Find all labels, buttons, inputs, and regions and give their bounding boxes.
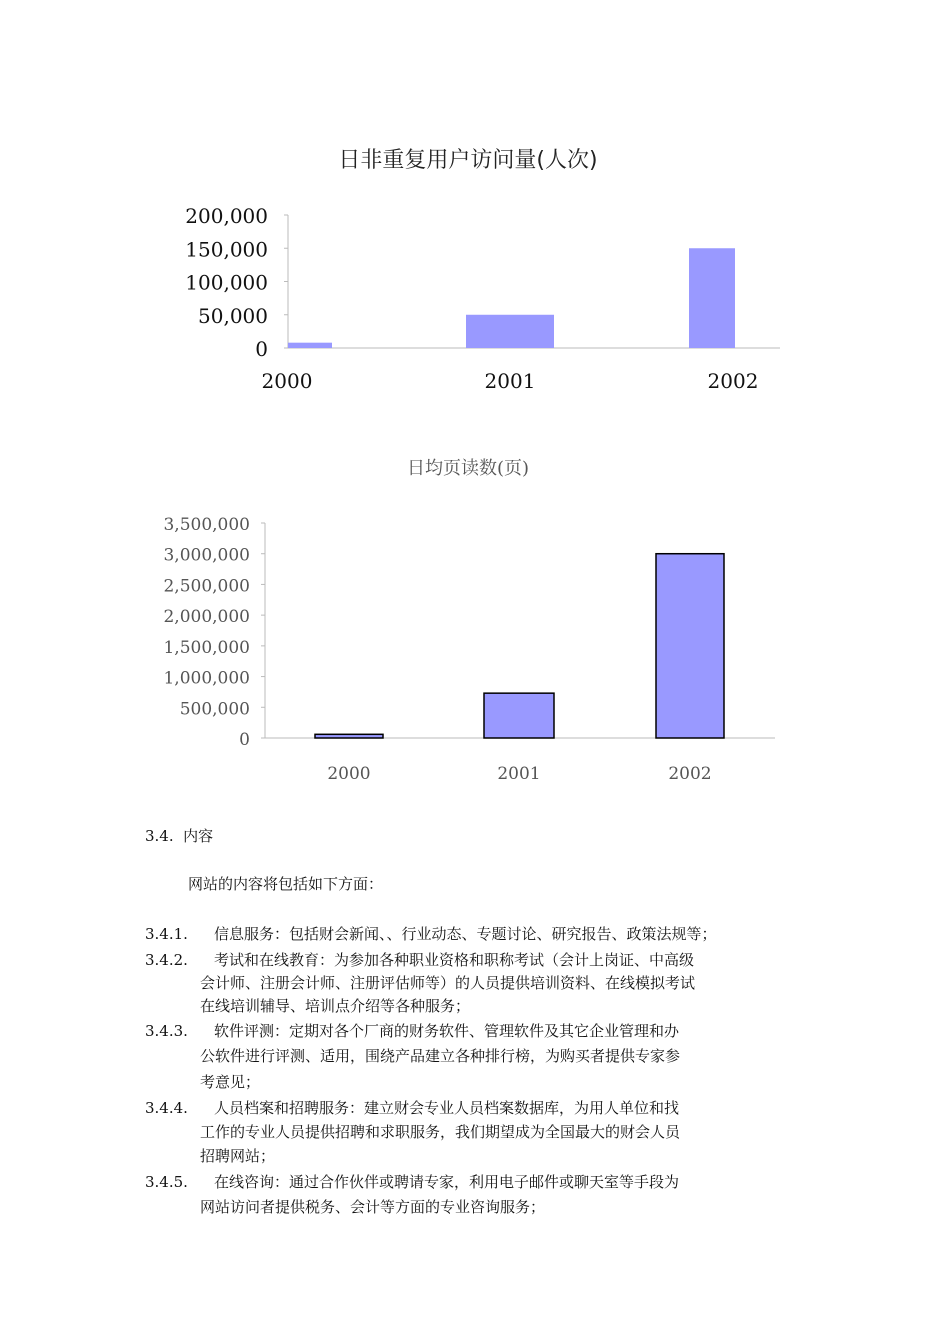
list-item-text: 软件评测：定期对各个厂商的财务软件、管理软件及其它企业管理和办 [214, 1022, 680, 1040]
bar-2000 [288, 343, 332, 348]
list-item-text: 工作的专业人员提供招聘和求职服务，我们期望成为全国最大的财会人员 [200, 1123, 681, 1141]
y-tick-label: 3,000,000 [163, 545, 250, 566]
y-tick-label: 150,000 [185, 237, 268, 262]
x-tick-label: 2002 [707, 369, 759, 393]
list-item-text: 在线培训辅导、培训点介绍等各种服务； [200, 997, 471, 1015]
chart-title: 日均页读数(页) [406, 458, 530, 479]
chart-daily-unique-visitors [0, 130, 950, 400]
bar-2000 [315, 734, 383, 738]
x-tick-label: 2000 [261, 369, 313, 393]
list-item-text: 网站访问者提供税务、会计等方面的专业咨询服务； [200, 1198, 546, 1216]
bar-2001 [466, 315, 554, 348]
list-item-number: 3.4.2. [145, 951, 188, 969]
y-tick-label: 0 [239, 730, 250, 750]
y-tick-label: 50,000 [198, 303, 268, 328]
chart-title: 日非重复用户访问量(人次) [338, 148, 598, 173]
bar-2001 [484, 693, 554, 738]
list-item-text: 考试和在线教育：为参加各种职业资格和职称考试（会计上岗证、中高级 [214, 951, 695, 969]
list-item-text: 招聘网站； [200, 1147, 276, 1165]
list-item-number: 3.4.4. [145, 1099, 188, 1117]
list-item-text: 会计师、注册会计师、注册评估师等）的人员提供培训资料、在线模拟考试 [200, 974, 696, 992]
list-item-number: 3.4.5. [145, 1173, 188, 1191]
section-heading-text: 内容 [183, 827, 214, 845]
y-tick-label: 200,000 [185, 204, 268, 228]
chart-daily-page-views [0, 445, 950, 790]
section-intro: 网站的内容将包括如下方面： [188, 875, 384, 893]
list-item-text: 在线咨询：通过合作伙伴或聘请专家，利用电子邮件或聊天室等手段为 [214, 1173, 680, 1191]
y-tick-label: 0 [255, 337, 268, 361]
y-tick-label: 3,500,000 [163, 515, 250, 535]
y-tick-label: 1,500,000 [163, 637, 250, 658]
section-heading-number: 3.4. [145, 827, 174, 845]
bar-2002 [689, 248, 735, 348]
y-tick-label: 1,000,000 [163, 668, 250, 689]
list-item-text: 人员档案和招聘服务：建立财会专业人员档案数据库，为用人单位和找 [214, 1099, 680, 1117]
list-item-number: 3.4.3. [145, 1022, 188, 1040]
list-item-text: 考意见； [200, 1073, 261, 1091]
y-tick-label: 100,000 [185, 270, 268, 295]
list-item-text: 信息服务：包括财会新闻、、行业动态、专题讨论、研究报告、政策法规等； [214, 925, 717, 943]
list-item-text: 公软件进行评测、适用，围绕产品建立各种排行榜，为购买者提供专家参 [200, 1047, 681, 1065]
section-heading [145, 826, 213, 846]
x-tick-label: 2001 [497, 764, 541, 784]
y-tick-label: 2,500,000 [163, 576, 250, 597]
x-tick-label: 2002 [668, 764, 712, 784]
x-tick-label: 2000 [327, 764, 371, 784]
y-tick-label: 500,000 [179, 699, 250, 720]
bar-2002 [656, 554, 724, 738]
x-tick-label: 2001 [484, 369, 536, 393]
y-tick-label: 2,000,000 [163, 607, 250, 628]
list-item-number: 3.4.1. [145, 925, 188, 943]
